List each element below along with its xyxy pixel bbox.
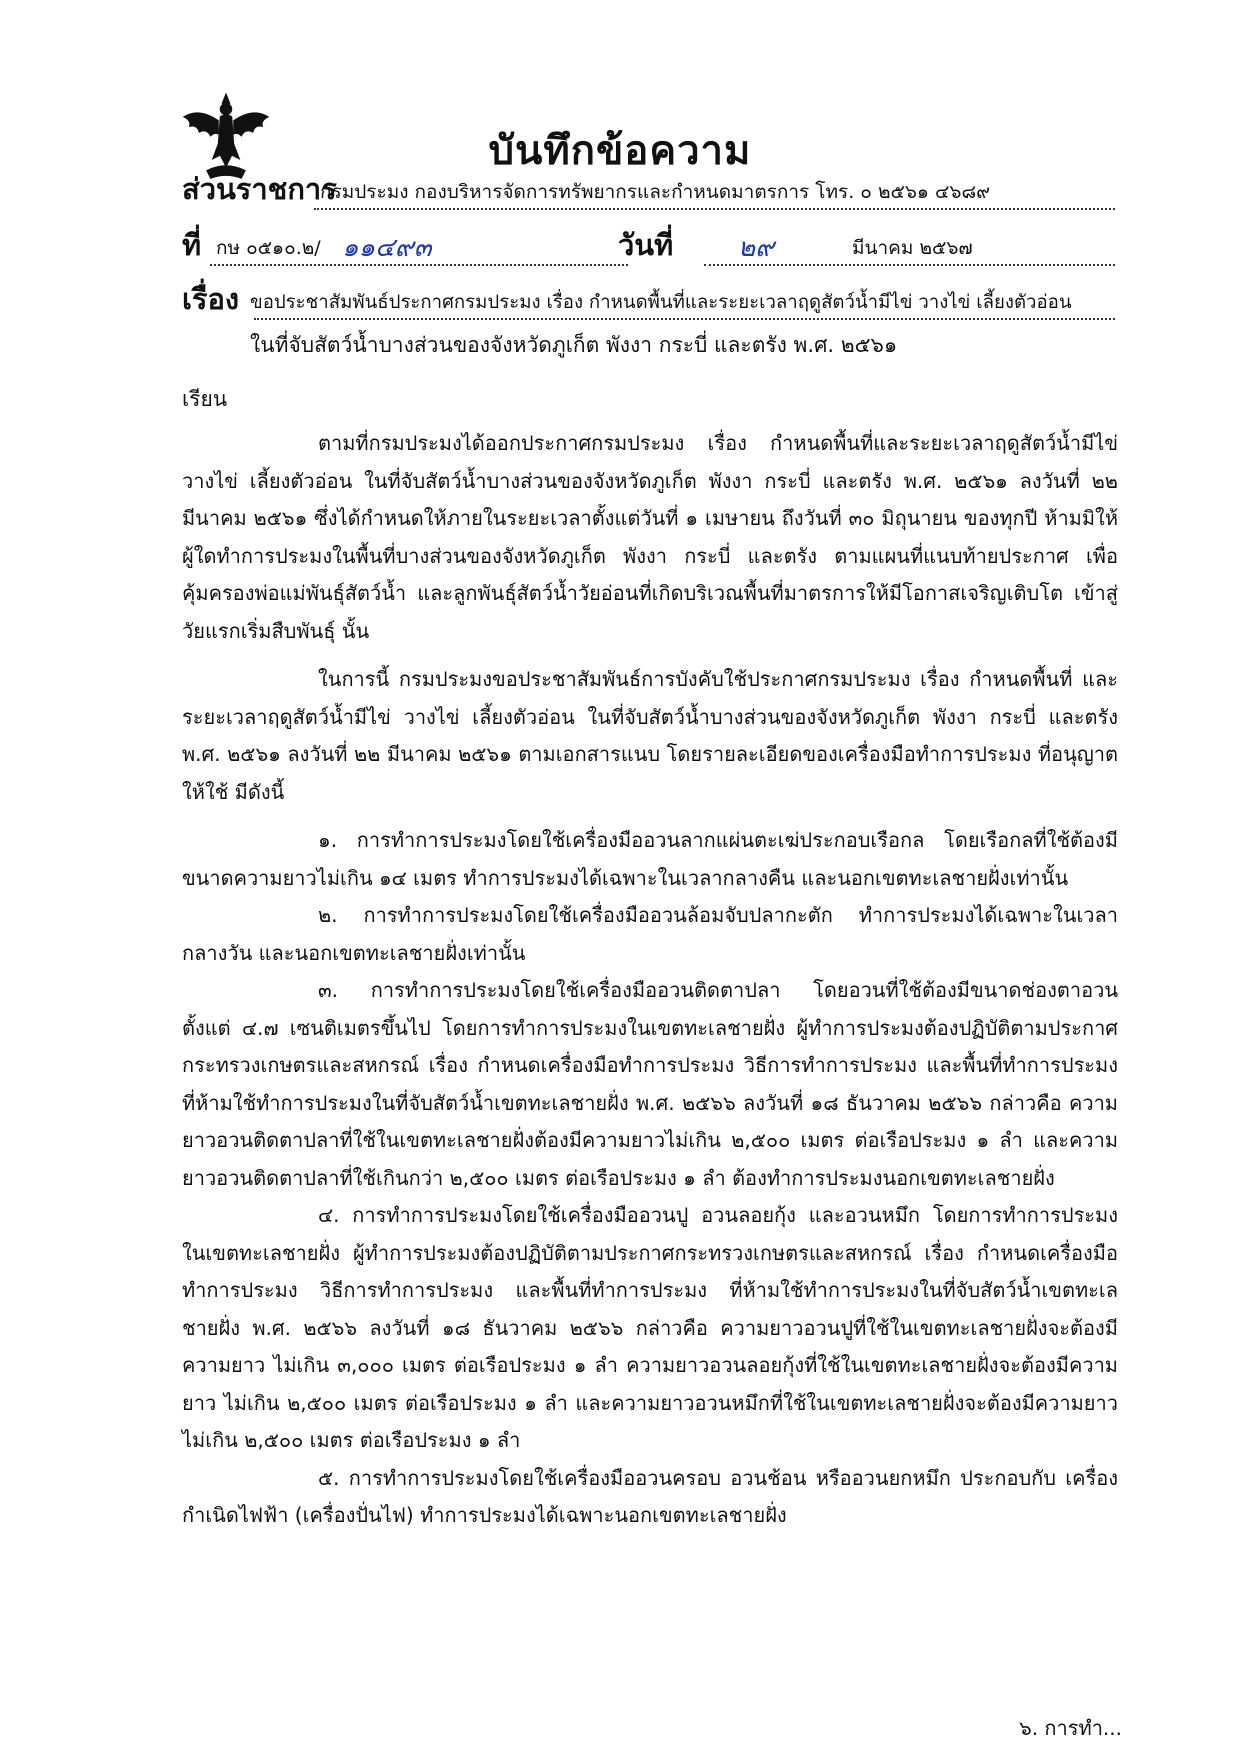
paragraph-1: ตามที่กรมประมงได้ออกประกาศกรมประมง เรื่อง กำหนดพื้นที่และระยะเวลาฤดูสัตว์น้ำมีไข่ วางไข่ เลี้ยงตัวอ่อน ในที่จับสัตว์น้ำบางส่วนของจังหวัดภูเก็ต พังงา กระบี่ และตรัง พ.ศ. ๒๕๖๑ ลงวันที่ ๒๒ มีนาคม ๒๕๖๑ ซึ่งได้กำหนดให้ภายในระยะเวลาตั้งแต่วันที่ ๑ เมษายน ถึงวันที่ ๓๐ มิถุนายน ของทุกปี ห้ามมิให้ผู้ใดทำการประมงในพื้นที่บางส่วนของจังหวัดภูเก็ต พังงา กระบี่ และตรัง ตามแผนที่แนบท้ายประกาศ เพื่อคุ้มครองพ่อแม่พันธุ์สัตว์น้ำ และลูกพันธุ์สัตว์น้ำวัยอ่อนที่เกิดบริเวณพื้นที่มาตรการให้มีโอกาสเจริญเติบโต เข้าสู่วัยแรกเริ่มสืบพันธุ์ นั้น: [182, 431, 1118, 643]
subject-label: เรื่อง: [182, 282, 240, 316]
subject-dotted-line: [254, 318, 1115, 320]
subject-line-2: ในที่จับสัตว์น้ำบางส่วนของจังหวัดภูเก็ต พังงา กระบี่ และตรัง พ.ศ. ๒๕๖๑: [250, 333, 898, 357]
list-item-4: ๔. การทำการประมงโดยใช้เครื่องมืออวนปู อวนลอยกุ้ง และอวนหมึก โดยการทำการประมง ในเขตทะเลชายฝั่ง ผู้ทำการประมงต้องปฏิบัติตามประกาศกระทรวงเกษตรและสหกรณ์ เรื่อง กำหนดเครื่องมือ ทำการประมง วิธีการทำการประมง และพื้นที่ทำการประมง ที่ห้ามใช้ทำการประมงในที่จับสัตว์น้ำเขตทะเลชายฝั่ง พ.ศ. ๒๕๖๖ ลงวันที่ ๑๘ ธันวาคม ๒๕๖๖ กล่าวคือ ความยาวอวนปูที่ใช้ในเขตทะเลชายฝั่งจะต้องมีความยาว ไม่เกิน ๓,๐๐๐ เมตร ต่อเรือประมง ๑ ลำ ความยาวอวนลอยกุ้งที่ใช้ในเขตทะเลชายฝั่งจะต้องมีความยาว ไม่เกิน ๒,๕๐๐ เมตร ต่อเรือประมง ๑ ลำ และความยาวอวนหมึกที่ใช้ในเขตทะเลชายฝั่งจะต้องมีความยาว ไม่เกิน ๒,๕๐๐ เมตร ต่อเรือประมง ๑ ลำ: [182, 1203, 1118, 1452]
document-title: บันทึกข้อความ: [488, 128, 752, 174]
reference-number-handwritten: ๑๑๔๙๓: [342, 233, 432, 263]
agency-row: [182, 172, 1115, 216]
document-body: [182, 425, 1118, 1535]
agency-value: กรมประมง กองบริหารจัดการทรัพยากรและกำหนดมาตรการ โทร. ๐ ๒๕๖๑ ๔๖๘๙: [320, 181, 991, 203]
agency-label: ส่วนราชการ: [182, 172, 337, 206]
list-item-5: ๕. การทำการประมงโดยใช้เครื่องมืออวนครอบ อวนช้อน หรืออวนยกหมึก ประกอบกับ เครื่องกำเนิดไฟฟ้า (เครื่องปั่นไฟ) ทำการประมงได้เฉพาะนอกเขตทะเลชายฝั่ง: [182, 1465, 1118, 1527]
reference-label: ที่: [182, 228, 202, 262]
salutation: เรียน: [182, 387, 228, 411]
date-day-handwritten: ๒๙: [738, 233, 775, 263]
subject-row: [182, 282, 1115, 326]
agency-dotted-line: [314, 208, 1115, 210]
reference-row: [182, 228, 1115, 272]
list-item-2: ๒. การทำการประมงโดยใช้เครื่องมืออวนล้อมจับปลากะตัก ทำการประมงได้เฉพาะในเวลากลางวัน และนอกเขตทะเลชายฝั่งเท่านั้น: [182, 903, 1118, 965]
list-item-1: ๑. การทำการประมงโดยใช้เครื่องมืออวนลากแผ่นตะเฆ่ประกอบเรือกล โดยเรือกลที่ใช้ต้องมีขนาดความยาวไม่เกิน ๑๔ เมตร ทำการประมงได้เฉพาะในเวลากลางคืน และนอกเขตทะเลชายฝั่งเท่านั้น: [182, 828, 1118, 890]
list-item-3: ๓. การทำการประมงโดยใช้เครื่องมืออวนติดตาปลา โดยอวนที่ใช้ต้องมีขนาดช่องตาอวน ตั้งแต่ ๔.๗ เซนติเมตรขึ้นไป โดยการทำการประมงในเขตทะเลชายฝั่ง ผู้ทำการประมงต้องปฏิบัติตามประกาศ กระทรวงเกษตรและสหกรณ์ เรื่อง กำหนดเครื่องมือทำการประมง วิธีการทำการประมง และพื้นที่ทำการประมง ที่ห้ามใช้ทำการประมงในที่จับสัตว์น้ำเขตทะเลชายฝั่ง พ.ศ. ๒๕๖๖ ลงวันที่ ๑๘ ธันวาคม ๒๕๖๖ กล่าวคือ ความยาวอวนติดตาปลาที่ใช้ในเขตทะเลชายฝั่งต้องมีความยาวไม่เกิน ๒,๕๐๐ เมตร ต่อเรือประมง ๑ ลำ และความยาวอวนติดตาปลาที่ใช้เกินกว่า ๒,๕๐๐ เมตร ต่อเรือประมง ๑ ลำ ต้องทำการประมงนอกเขตทะเลชายฝั่ง: [182, 978, 1118, 1190]
continuation-marker: ๖. การทำ...: [1019, 1716, 1122, 1740]
date-label: วันที่: [618, 228, 674, 262]
date-month-year: มีนาคม ๒๕๖๗: [852, 237, 973, 259]
paragraph-2: ในการนี้ กรมประมงขอประชาสัมพันธ์การบังคับใช้ประกาศกรมประมง เรื่อง กำหนดพื้นที่ และระยะเวลาฤดูสัตว์น้ำมีไข่ วางไข่ เลี้ยงตัวอ่อน ในที่จับสัตว์น้ำบางส่วนของจังหวัดภูเก็ต พังงา กระบี่ และตรัง พ.ศ. ๒๕๖๑ ลงวันที่ ๒๒ มีนาคม ๒๕๖๑ ตามเอกสารแนบ โดยรายละเอียดของเครื่องมือทำการประมง ที่อนุญาตให้ใช้ มีดังนี้: [182, 667, 1118, 804]
subject-line-1: ขอประชาสัมพันธ์ประกาศกรมประมง เรื่อง กำหนดพื้นที่และระยะเวลาฤดูสัตว์น้ำมีไข่ วางไข่ เลี้ยงตัวอ่อน: [250, 292, 1072, 313]
reference-prefix: กษ ๐๕๑๐.๒/: [216, 237, 321, 259]
